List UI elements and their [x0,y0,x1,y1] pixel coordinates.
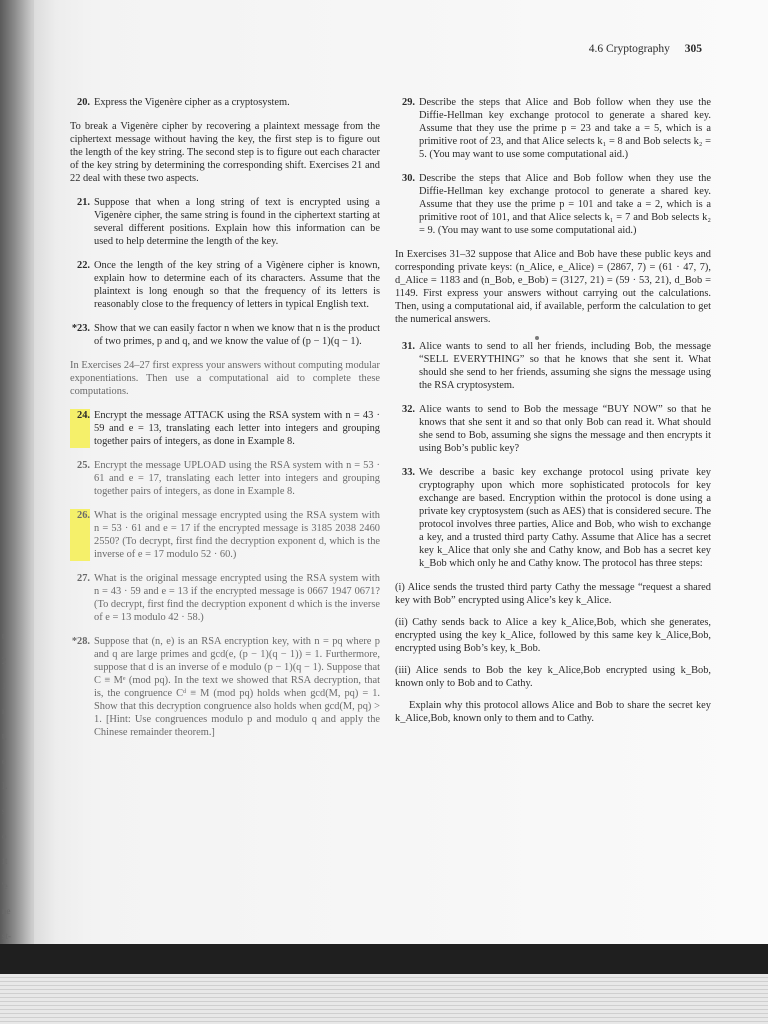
exercise-31 [395,340,711,392]
vigenere-intro: To break a Vigenère cipher by recovering a plaintext message from the ciphertext message without having the key, the first step is to figure out the length of the key string. The second step is to figure out each character of the key string by determining the corresponding shift. Exercises 21 and 22 deal with these two aspects. [70,121,380,184]
exercise-text: Alice wants to send to all her friends, including Bob, the message “SELL EVERYTHING” so that he knows that she sent it. What should she send to her friends, assuming she signs the message using the RSA cryptosystem. [419,341,711,391]
protocol-step-2: (ii) Cathy sends back to Alice a key k_Alice,Bob, which she generates, encrypted using the key k_Alice, followed by this same key k_Alice,Bob, encrypted using Bob’s key, k_Bob. [395,617,711,654]
exercise-number-highlighted: 24. [70,409,90,448]
margin-fragment: t, [2,731,7,741]
left-column [70,96,380,750]
exercise-number: 22. [77,260,90,271]
right-column [395,96,711,736]
speck-mark [535,336,539,340]
exercise-number-highlighted: 26. [70,509,90,561]
margin-fragment: o [2,831,7,841]
exercise-text: Once the length of the key string of a Vigènere cipher is known, explain how to determine each of its characters. Assume that the plaintext is long enough so that the frequency of its letters is reasonably close to the frequency of letters in typical English text. [94,260,380,310]
exercise-text: Encrypt the message ATTACK using the RSA system with n = 43 · 59 and e = 13, translating each letter into integers and grouping together pairs of integers, as done in Example 8. [94,410,380,447]
margin-fragment: 2 [2,656,7,666]
margin-fragment: ft [2,856,8,866]
exercise-28 [70,635,380,739]
exercise-20 [70,96,380,109]
exercise-29 [395,96,711,161]
protocol-question: Explain why this protocol allows Alice and Bob to share the secret key k_Alice,Bob, known only to them and to Cathy. [395,700,711,724]
exercise-text: Describe the steps that Alice and Bob follow when they use the Diffie-Hellman key exchange protocol to generate a shared key. Assume that they use the prime p = 23 and take a = 5, which is a primitive root of 23, and that Alice selects k₁ = 8 and Bob selects k₂ = 5. (You may want to use some computational aid.) [419,97,711,160]
exercise-21 [70,196,380,248]
exercise-number: *28. [71,636,90,647]
margin-fragment: st- [2,931,11,941]
keys-intro: In Exercises 31–32 suppose that Alice and Bob have these public keys and corresponding private keys: (n_Alice, e_Alice) = (2867, 7) = (61 · 47, 7), d_Alice = 1183 and (n_Bob, e_Bob) = (3127, 21) = (59 · 53, 21), d_Bob = 1149. First express your answers without carrying out the calculations. Then, using a computational aid, if available, perform the calculation to get the numerical answers. [395,249,711,325]
exercise-text: Show that we can easily factor n when we know that n is the product of two primes, p and q, and we know the value of (p − 1)(q − 1). [94,323,380,347]
margin-fragment: s [2,806,6,816]
exercise-26 [70,509,380,561]
page-number: 305 [684,43,702,55]
margin-fragment: 1 [2,681,7,691]
exercise-text: Encrypt the message UPLOAD using the RSA system with n = 53 · 61 and e = 17, translating each letter into integers and grouping together pairs of integers, as done in Example 8. [94,460,380,497]
book-page-edges [0,974,768,1024]
exercise-number: 29. [402,97,415,108]
exercise-text: Describe the steps that Alice and Bob follow when they use the Diffie-Hellman key exchange protocol to generate a shared key. Assume that they use the prime p = 101 and take a = 2, which is a primitive root of 101, and that Alice selects k₁ = 7 and Bob selects k₂ = 9. (You may want to use some computational aid.) [419,173,711,236]
exercise-text: Alice wants to send to Bob the message “BUY NOW” so that he knows that she sent it and so that only Bob can read it. What should she send to Bob, assuming she signs the message and then encrypts it using Bob’s public key? [419,404,711,454]
margin-fragment: L [2,781,8,791]
exercise-32 [395,403,711,455]
exercise-number: *23. [71,323,90,334]
exercise-number: 32. [402,404,415,415]
exercise-24 [70,409,380,448]
rsa-intro: In Exercises 24–27 first express your answers without computing modular exponentiations. Then use a computational aid to complete these computations. [70,360,380,397]
margin-fragment: 'e [2,881,8,891]
exercise-23 [70,322,380,348]
exercise-text: We describe a basic key exchange protocol using private key cryptography upon which more sophisticated protocols for key exchange are based. Encryption within the protocol is done using a private key cryptosystem (such as AES) that is considered secure. The protocol involves three parties, Alice and Bob, who wish to exchange a key, and a trusted third party Cathy. Assume that Alice has a secret key k_Alice that only she and Cathy know, and Bob has a secret key k_Bob which only he and Cathy know. The protocol has three steps: [419,467,711,569]
exercise-number: 21. [77,197,90,208]
margin-fragment: e [2,756,6,766]
exercise-text: What is the original message encrypted using the RSA system with n = 53 · 61 and e = 17 if the encrypted message is 3185 2038 2460 2550? (To decrypt, first find the decryption exponent d, which is the inverse of e = 17 modulo 52 · 60.) [94,510,380,560]
exercise-text: Express the Vigenère cipher as a cryptosystem. [94,97,290,108]
section-title: 4.6 Cryptography [588,43,670,55]
protocol-step-3: (iii) Alice sends to Bob the key k_Alice,Bob encrypted using k_Bob, known only to Bob and to Cathy. [395,665,711,689]
exercise-number: 30. [402,173,415,184]
exercise-text: Suppose that when a long string of text is encrypted using a Vigenère cipher, the same string is found in the ciphertext starting at several different positions. Explain how this information can be used to help determine the length of the key. [94,197,380,247]
exercise-text: Suppose that (n, e) is an RSA encryption key, with n = pq where p and q are large primes and gcd(e, (p − 1)(q − 1)) = 1. Furthermore, suppose that d is an inverse of e modulo (p − 1)(q − 1). Suppose that C ≡ Mᵉ (mod pq). In the text we showed that RSA decryption, that is, the congruence Cᵈ ≡ M (mod pq) holds when gcd(M, pq) = 1. Show that this decryption congruence also holds when gcd(M, pq) > 1. [Hint: Use congruences modulo p and modulo q and apply the Chinese remainder theorem.] [94,636,380,738]
exercise-27 [70,572,380,624]
margin-fragments [2,630,24,980]
exercise-25 [70,459,380,498]
exercise-30 [395,172,711,237]
exercise-number: 31. [402,341,415,352]
exercise-number: 33. [402,467,415,478]
protocol-step-1: (i) Alice sends the trusted third party Cathy the message “request a shared key with Bob” encrypted using Alice’s key k_Alice. [395,582,711,606]
margin-fragment: t [2,631,5,641]
decorative-dot [395,331,711,340]
exercise-22 [70,259,380,311]
exercise-number: 27. [77,573,90,584]
margin-fragment: ne [2,906,11,916]
scan-bottom-band [0,944,768,974]
running-header [589,43,702,55]
exercise-33 [395,466,711,570]
margin-fragment: r [2,706,5,716]
exercise-text: What is the original message encrypted using the RSA system with n = 43 · 59 and e = 13 if the encrypted message is 0667 1947 0671? (To decrypt, first find the decryption exponent d which is the inverse of e = 13 modulo 42 · 58.) [94,573,380,623]
exercise-number: 25. [77,460,90,471]
exercise-number: 20. [77,97,90,108]
